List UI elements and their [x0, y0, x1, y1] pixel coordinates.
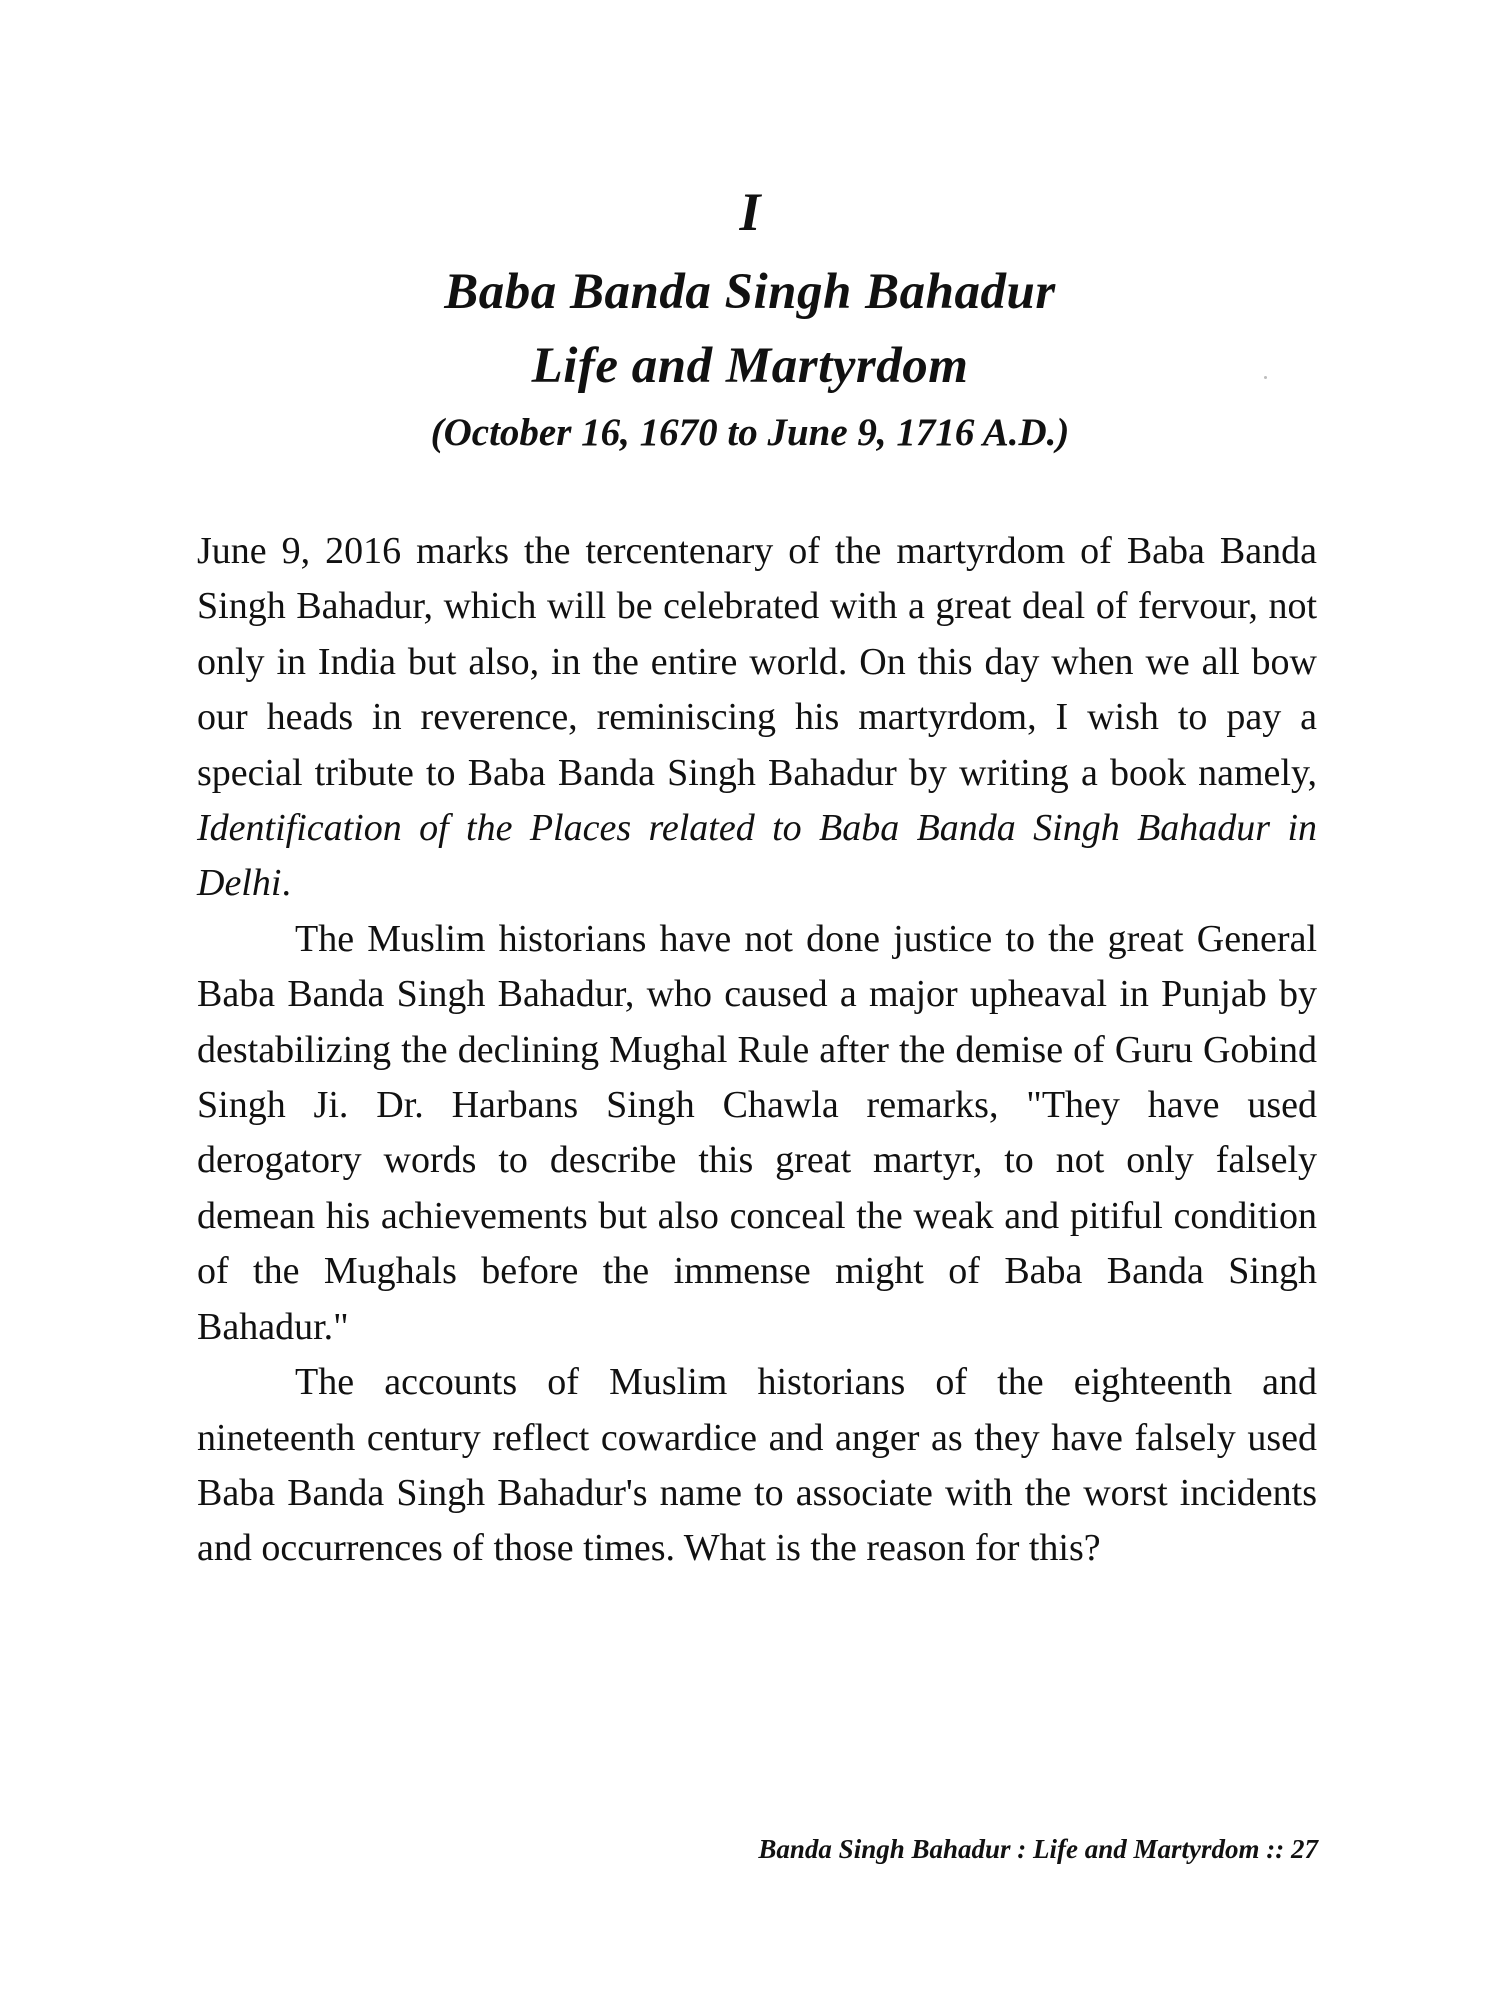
body-text — [197, 524, 1317, 1577]
paragraph-1-text: June 9, 2016 marks the tercentenary of the martyrdom of Baba Banda Singh Bahadur, which will be celebrated with a great deal of fervour, not only in India but also, in the entire world. On this day when we all bow our heads in reverence, reminiscing his martyrdom, I wish to pay a special tribute to Baba Banda Singh Bahadur by writing a book namely, — [197, 530, 1317, 794]
paragraph-1 — [197, 524, 1317, 912]
book-title: Identification of the Places related to Baba Banda Singh Bahadur in Delhi — [197, 807, 1317, 905]
chapter-title-line-1: Baba Banda Singh Bahadur — [444, 264, 1056, 320]
footer-separator: :: — [1259, 1834, 1291, 1864]
chapter-dates: (October 16, 1670 to June 9, 1716 A.D.) — [430, 411, 1070, 454]
paragraph-1-end: . — [281, 862, 291, 905]
scan-speck — [1264, 376, 1267, 379]
paragraph-2: The Muslim historians have not done justice to the great General Baba Banda Singh Bahadur, who caused a major upheaval in Punjab by destabilizing the declining Mughal Rule after the demise of Guru Gobind Singh Ji. Dr. Harbans Singh Chawla remarks, "They have used derogatory words to describe this great martyr, to not only falsely demean his achievements but also conceal the weak and pitiful condition of the Mughals before the immense might of Baba Banda Singh Bahadur." — [197, 917, 1317, 1348]
page-number: 27 — [1291, 1834, 1318, 1864]
chapter-number: I — [739, 182, 761, 242]
chapter-title-line-2: Life and Martyrdom — [531, 338, 969, 394]
running-title: Banda Singh Bahadur : Life and Martyrdom — [758, 1834, 1260, 1864]
page-footer — [758, 1832, 1318, 1866]
paragraph-3: The accounts of Muslim historians of the eighteenth and nineteenth century reflect cowardice and anger as they have falsely used Baba Banda Singh Bahadur's name to associate with the worst incidents and occurrences of those times. What is the reason for this? — [197, 1361, 1317, 1570]
